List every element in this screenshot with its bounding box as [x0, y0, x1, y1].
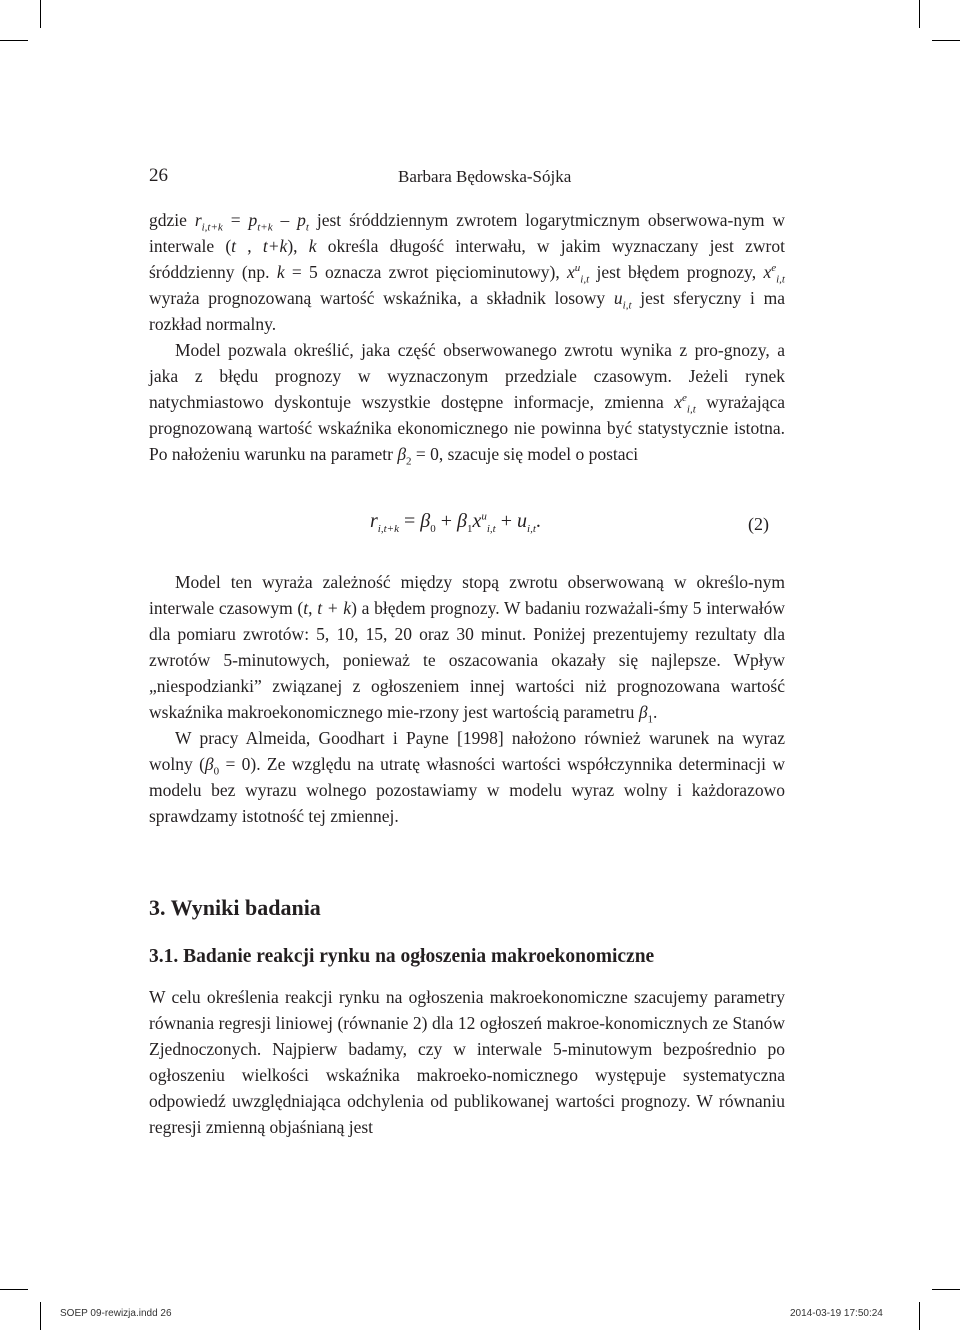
crop-mark-top-right-horizontal — [932, 40, 960, 41]
crop-mark-top-left-horizontal — [0, 40, 28, 41]
running-header-author: Barbara Będowska-Sójka — [398, 167, 572, 186]
text-block-upper — [149, 207, 785, 467]
paragraph-definitions: gdzie $r_{i,t+k} = p_{t+k} - p_t$ jest śróddziennym zwrotem logarytmicznym obserwowa-nym w interwale (t , t+k), k określa długość interwału, w jakim wyznaczany jest zwrot śróddzienny (np. k = 5 oznacza zwrot pięciominutowy), $x^u_{i,t}$ jest błędem prognozy, $x^e_{i,t}$ wyraża prognozowaną wartość wskaźnika, a składnik losowy $u_{i,t}$ jest sferyczny i ma rozkład normalny. — [149, 210, 786, 334]
section-heading: 3. Wyniki badania — [149, 895, 321, 920]
page-number: 26 — [149, 165, 168, 186]
crop-mark-top-right-vertical — [919, 0, 920, 28]
subsection-heading: 3.1. Badanie reakcji rynku na ogłoszenia makroekonomiczne — [149, 946, 655, 967]
crop-mark-bottom-right-vertical — [919, 1302, 920, 1330]
crop-mark-top-left-vertical — [40, 0, 41, 28]
crop-mark-bottom-left-vertical — [40, 1302, 41, 1330]
text-block-middle — [149, 569, 785, 829]
footer-timestamp: 2014-03-19 17:50:24 — [790, 1308, 883, 1319]
footer-file-name: SOEP 09-rewizja.indd 26 — [60, 1308, 172, 1319]
paragraph-almeida-reference: W pracy Almeida, Goodhart i Payne [1998] nałożono również warunek na wyraz wolny $(\beta_0 = 0)$. Ze względu na utratę własności wartości współczynnika determinacji w modelu bez wyrazu wolnego pozostawiamy w modelu wyraz wolny i każdorazowo sprawdzamy istotność tej zmiennej. — [149, 728, 785, 826]
equation-2: $r_{i,t+k} = \beta_0 + \beta_1x^u_{i,t} + u_{i,t}$. — [370, 510, 541, 535]
equation-number: (2) — [748, 514, 769, 534]
text-block-lower — [149, 984, 785, 1140]
paragraph-method-description: W celu określenia reakcji rynku na ogłoszenia makroekonomiczne szacujemy parametry równania regresji liniowej (równanie 2) dla 12 ogłoszeń makroe-konomicznych ze Stanów Zjednoczonych. Najpierw badamy, czy w interwale 5-minutowym bezpośrednio po ogłoszeniu wielkości wskaźnika makroeko-nomicznego występuje systematyczna odpowiedź uwzględniająca odchylenia od publikowanej wartości prognozy. W równaniu regresji zmienną objaśnianą jest — [149, 987, 785, 1137]
paragraph-model-explanation: Model pozwala określić, jaka część obserwowanego zwrotu wynika z pro-gnozy, a jaka z błędu prognozy w wyznaczonym przedziale czasowym. Jeżeli rynek natychmiastowo dyskontuje wszystkie dostępne informacje, zmienna $x^e_{i,t}$ wyrażająca prognozowaną wartość wskaźnika ekonomicznego nie powinna być statystycznie istotna. Po nałożeniu warunku na parametr $\beta_2 = 0$, szacuje się model o postaci — [149, 340, 785, 468]
crop-mark-bottom-left-horizontal — [0, 1289, 28, 1290]
paragraph-model-interpretation: Model ten wyraża zależność między stopą zwrotu obserwowaną w określo-nym interwale czasowym (t, t + k) a błędem prognozy. W badaniu rozważali-śmy 5 interwałów dla pomiaru zwrotów: 5, 10, 15, 20 oraz 30 minut. Poniżej prezentujemy rezultaty dla zwrotów 5-minutowych, ponieważ te oszacowania okazały się najlepsze. Wpływ „niespodzianki” związanej z ogłoszeniem innej wartości niż prognozowana wartość wskaźnika makroekonomicznego mie-rzony jest wartością parametru $\beta_1$. — [149, 572, 786, 726]
crop-mark-bottom-right-horizontal — [932, 1289, 960, 1290]
